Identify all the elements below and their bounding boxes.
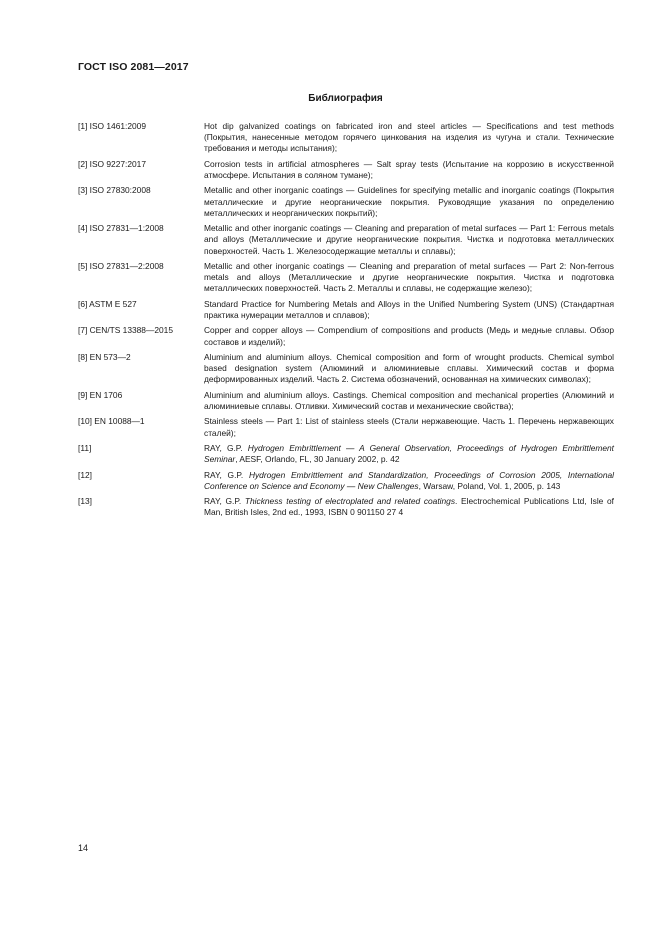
bibliography-entry (78, 121, 614, 155)
section-title: Библиография (308, 93, 383, 104)
reference-text: Copper and copper alloys — Compendium of compositions and products (Медь и медные сплавы. Обзор составов и изделий); (204, 325, 614, 347)
reference-id: [5] ISO 27831—2:2008 (78, 260, 164, 271)
reference-publication: , Warsaw, Poland, Vol. 1, 2005, p. 143 (418, 480, 561, 491)
bibliography-list (78, 121, 614, 519)
reference-id: [10] EN 10088—1 (78, 416, 145, 427)
reference-title: Hydrogen Embrittlement and Standardization, Proceedings of Corrosion 2005, International Conference on Science and Economy — New Challenges (204, 469, 614, 491)
reference-id: [11] (78, 442, 92, 453)
reference-text (204, 470, 614, 492)
bibliography-entry (78, 416, 614, 438)
reference-text: Metallic and other inorganic coatings — Cleaning and preparation of metal surfaces — Part 1: Ferrous metals and alloys (Металлические и другие неорганические покрытия. Чистка и подготовка металлических поверхностей. Часть 1. Железосодержащие металлы и сплавы); (204, 223, 614, 256)
reference-id: [6] ASTM E 527 (78, 298, 137, 309)
reference-text (204, 443, 614, 465)
bibliography-entry (78, 390, 614, 412)
reference-id: [7] CEN/TS 13388—2015 (78, 325, 173, 336)
reference-text: Corrosion tests in artificial atmospheres — Salt spray tests (Испытание на коррозию в искусственной атмосфере. Испытания в соляном тумане); (204, 158, 614, 180)
reference-id: [8] EN 573—2 (78, 351, 131, 362)
bibliography-entry (78, 261, 614, 295)
reference-id: [4] ISO 27831—1:2008 (78, 223, 164, 234)
bibliography-entry (78, 443, 614, 465)
reference-publication: , AESF, Orlando, FL, 30 January 2002, p. 42 (235, 454, 400, 465)
reference-text: Aluminium and aluminium alloys. Castings. Chemical composition and mechanical properties (Алюминий и алюминиевые сплавы. Отливки. Химический состав и механические свойства); (204, 389, 614, 411)
reference-text: Hot dip galvanized coatings on fabricated iron and steel articles — Specifications and test methods (Покрытия, нанесенные методом горячего цинкования на изделия из чугуна и стали. Технические требования и методы испытания); (204, 121, 614, 154)
reference-text: Standard Practice for Numbering Metals and Alloys in the Unified Numbering System (UNS) (Стандартная практика нумерации металлов и сплавов); (204, 298, 614, 320)
reference-id: [9] EN 1706 (78, 389, 123, 400)
page-number: 14 (78, 843, 89, 853)
reference-title: Thickness testing of electroplated and related coatings (244, 496, 456, 507)
reference-author: RAY, G.P. (204, 469, 249, 480)
reference-text: Metallic and other inorganic coatings — Guidelines for specifying metallic and inorganic coatings (Покрытия металлические и другие неорганические покрытия. Руководящие указания по определению металлических и неорганических покрытий); (204, 185, 614, 218)
reference-publication: . Electrochemical Publications Ltd, Isle of Man, British Isles, 2nd ed., 1993, ISBN 0 901150 27 4 (204, 496, 614, 518)
bibliography-entry (78, 159, 614, 181)
bibliography-entry (78, 299, 614, 321)
bibliography-entry (78, 470, 614, 492)
reference-author: RAY, G.P. (204, 442, 248, 453)
reference-author: RAY, G.P. (204, 496, 245, 507)
bibliography-entry (78, 325, 614, 347)
bibliography-entry (78, 185, 614, 219)
reference-title: Hydrogen Embrittlement — A General Observation, Proceedings of Hydrogen Embrittlement Seminar (204, 442, 614, 465)
reference-text (204, 496, 614, 518)
reference-id: [1] ISO 1461:2009 (78, 121, 146, 131)
reference-text: Metallic and other inorganic coatings — Cleaning and preparation of metal surfaces — Part 2: Non-ferrous metals and alloys (Металлические и другие неорганические покрытия. Чистка и подготовка металлических поверхностей. Часть 2. Металлы и сплавы, не содержащие железо); (204, 260, 614, 294)
standard-code: ГОСТ ISO 2081—2017 (78, 61, 189, 73)
reference-id: [3] ISO 27830:2008 (78, 185, 151, 196)
reference-id: [2] ISO 9227:2017 (78, 158, 146, 169)
reference-text: Aluminium and aluminium alloys. Chemical composition and form of wrought products. Chemical symbol based designation system (Алюминий и алюминиевые сплавы. Химический состав и форма деформированных изделий. Часть 2. Система обозначений, основанная на химических символах); (204, 351, 614, 385)
reference-id: [13] (78, 496, 92, 507)
reference-id: [12] (78, 469, 92, 480)
reference-text: Stainless steels — Part 1: List of stainless steels (Стали нержавеющие. Часть 1. Перечень нержавеющих сталей); (204, 416, 614, 438)
bibliography-entry (78, 352, 614, 386)
bibliography-entry (78, 223, 614, 257)
bibliography-entry (78, 496, 614, 518)
